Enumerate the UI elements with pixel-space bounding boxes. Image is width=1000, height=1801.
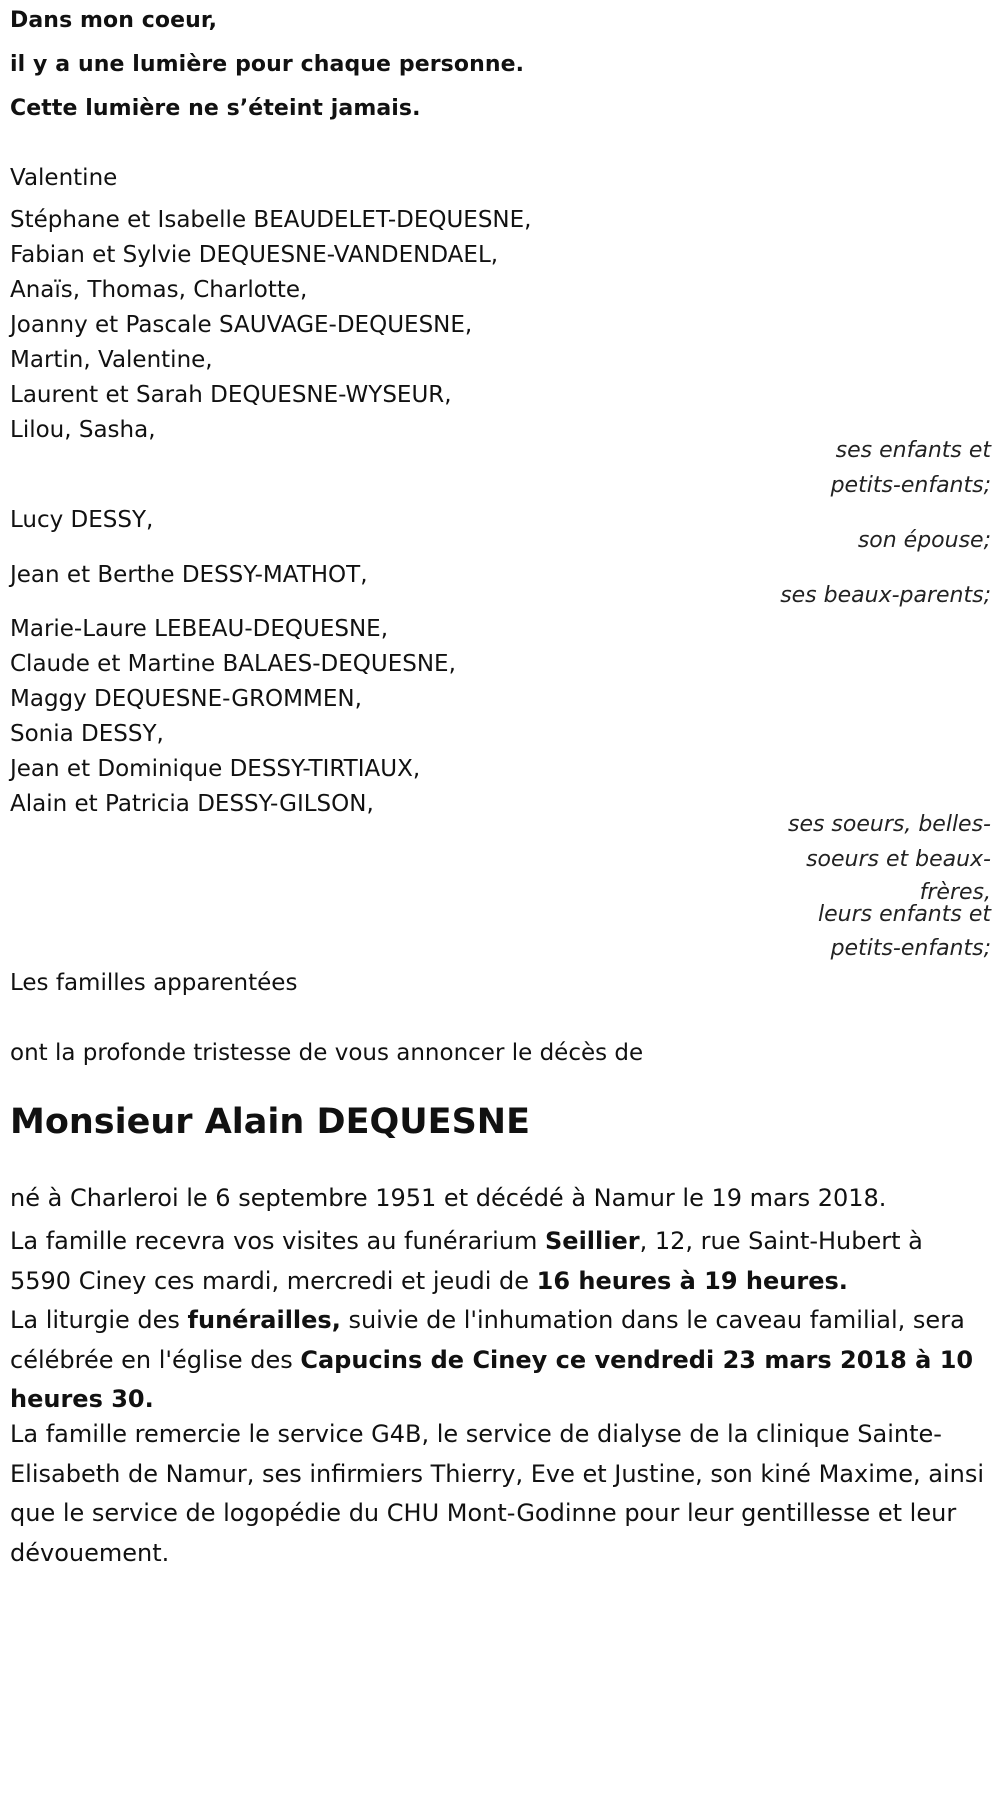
announcement-text: ont la profonde tristesse de vous annoncer le décès de <box>10 1040 644 1066</box>
visits-paragraph <box>10 1222 990 1301</box>
family-child-line: Stéphane et Isabelle BEAUDELET-DEQUESNE, <box>10 207 532 233</box>
family-sibling-line: Sonia DESSY, <box>10 721 164 747</box>
family-spouse: Lucy DESSY, <box>10 507 154 533</box>
family-name-valentine: Valentine <box>10 165 118 191</box>
poem-line-2: il y a une lumière pour chaque personne. <box>10 52 525 77</box>
deceased-name: Monsieur Alain DEQUESNE <box>10 1102 530 1142</box>
family-child-line: Laurent et Sarah DEQUESNE-WYSEUR, <box>10 382 452 408</box>
family-in-laws: Jean et Berthe DESSY-MATHOT, <box>10 562 368 588</box>
liturgy-text-1: La liturgie des <box>10 1306 188 1334</box>
poem-line-1: Dans mon coeur, <box>10 8 218 33</box>
family-sibling-line: Alain et Patricia DESSY-GILSON, <box>10 791 374 817</box>
family-sibling-line: Maggy DEQUESNE-GROMMEN, <box>10 686 362 712</box>
relation-siblings-line-3: frères, <box>919 880 991 905</box>
relation-siblings-line-2: soeurs et beaux- <box>806 847 991 872</box>
liturgy-text-2: suivie de l'inhumation dans le caveau familial, sera célébrée en l'église des <box>10 1306 965 1374</box>
family-child-line: Martin, Valentine, <box>10 347 213 373</box>
family-child-line: Joanny et Pascale SAUVAGE-DEQUESNE, <box>10 312 473 338</box>
relation-in-laws: ses beaux-parents; <box>780 583 991 608</box>
relation-children-line-2: petits-enfants; <box>830 473 991 498</box>
family-sibling-line: Jean et Dominique DESSY-TIRTIAUX, <box>10 756 421 782</box>
visit-hours: 16 heures à 19 heures. <box>536 1266 848 1295</box>
relation-siblings-line-1: ses soeurs, belles- <box>787 812 991 837</box>
family-child-line: Anaïs, Thomas, Charlotte, <box>10 277 308 303</box>
relation-siblings-line-4: leurs enfants et <box>818 902 991 927</box>
relation-spouse: son épouse; <box>857 528 991 553</box>
funeral-home-name: Seillier <box>545 1227 640 1255</box>
poem-line-3: Cette lumière ne s’éteint jamais. <box>10 96 421 121</box>
family-child-line: Lilou, Sasha, <box>10 417 156 443</box>
visits-text-1: La famille recevra vos visites au funérarium <box>10 1227 545 1255</box>
visits-text-2: , 12, rue Saint-Hubert à 5590 Ciney ces mardi, mercredi et jeudi de <box>10 1227 923 1295</box>
family-child-line: Fabian et Sylvie DEQUESNE-VANDENDAEL, <box>10 242 499 268</box>
relation-children-line-1: ses enfants et <box>835 438 991 463</box>
birth-death-info: né à Charleroi le 6 septembre 1951 et décédé à Namur le 19 mars 2018. <box>10 1184 887 1212</box>
relation-siblings-line-5: petits-enfants; <box>830 936 991 961</box>
family-sibling-line: Claude et Martine BALAES-DEQUESNE, <box>10 651 456 677</box>
family-related: Les familles apparentées <box>10 970 298 996</box>
family-sibling-line: Marie-Laure LEBEAU-DEQUESNE, <box>10 616 389 642</box>
thanks-paragraph: La famille remercie le service G4B, le service de dialyse de la clinique Sainte-Elisabeth de Namur, ses infirmiers Thierry, Eve et Justine, son kiné Maxime, ainsi que le service de logopédie du CHU Mont-Godinne pour leur gentillesse et leur dévouement. <box>10 1420 985 1567</box>
liturgy-paragraph <box>10 1301 990 1420</box>
liturgy-funerailles: funérailles, <box>187 1306 341 1334</box>
liturgy-church-date: Capucins de Ciney ce vendredi 23 mars 2018 à 10 heures 30. <box>10 1345 974 1413</box>
